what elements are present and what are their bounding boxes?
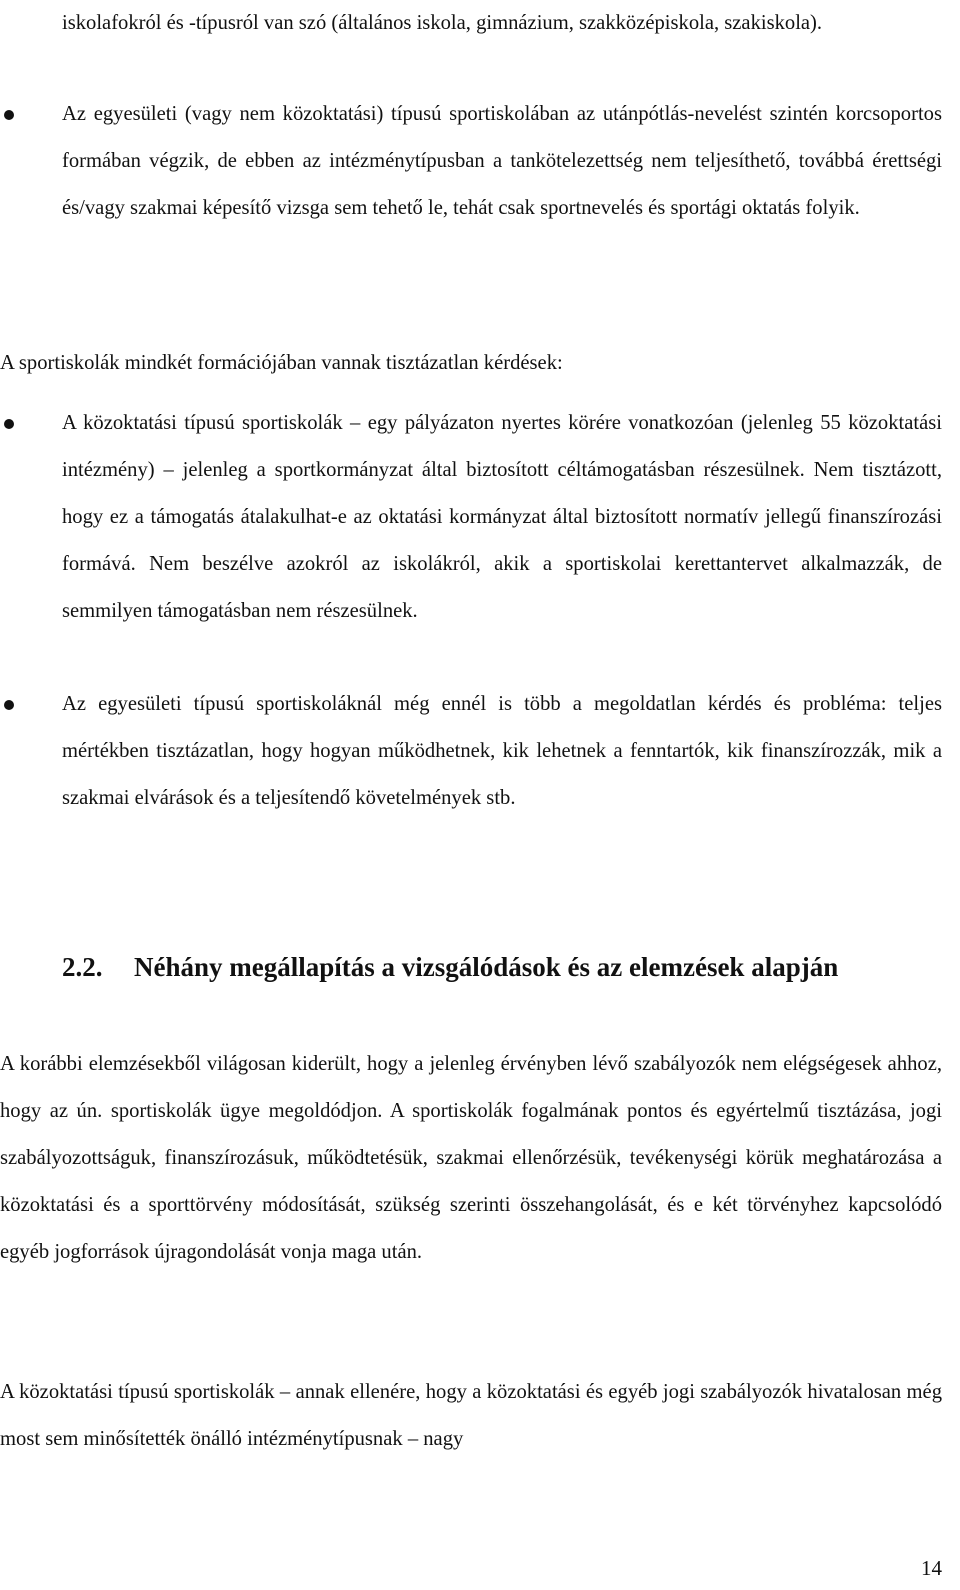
section-number: 2.2. — [62, 952, 103, 982]
body-paragraph: A közoktatási típusú sportiskolák – annak ellenére, hogy a közoktatási és egyéb jogi szabályozók hivatalosan még most sem minősítették önálló intézménytípusnak – nagy — [0, 1381, 942, 1450]
bullet-icon — [4, 700, 14, 710]
section-heading — [62, 945, 838, 989]
page-number: 14 — [921, 1556, 942, 1580]
bullet-icon — [4, 419, 14, 429]
bullet-icon — [4, 110, 14, 120]
intro-paragraph: A sportiskolák mindkét formációjában vannak tisztázatlan kérdések: — [0, 352, 563, 374]
section-title: Néhány megállapítás a vizsgálódások és az elemzések alapján — [134, 952, 839, 982]
list-item-text: A közoktatási típusú sportiskolák – egy pályázaton nyertes körére vonatkozóan (jelenleg 55 közoktatási intézmény) – jelenleg a sportkormányzat által biztosított céltámogatásban részesülnek. Nem tisztázott, hogy ez a támogatás átalakulhat-e az oktatási kormányzat által biztosított normatív jellegű finanszírozási formává. Nem beszélve azokról az iskolákról, akik a sportiskolai kerettantervet alkalmazzák, de semmilyen támogatásban nem részesülnek. — [62, 412, 942, 622]
body-paragraph: A korábbi elemzésekből világosan kiderült, hogy a jelenleg érvényben lévő szabályozók nem elégségesek ahhoz, hogy az ún. sportiskolák ügye megoldódjon. A sportiskolák fogalmának pontos és egyértelmű tisztázása, jogi szabályozottságuk, finanszírozásuk, működtetésük, szakmai ellenőrzésük, tevékenységi körük meghatározása a közoktatási és a sporttörvény módosítását, szükség szerinti összehangolását, és e két törvényhez kapcsolódó egyéb jogforrások újragondolását vonja maga után. — [0, 1053, 942, 1263]
list-item-text: Az egyesületi (vagy nem közoktatási) típusú sportiskolában az utánpótlás-nevelést szintén korcsoportos formában végzik, de ebben az intézménytípusban a tankötelezettség nem teljesíthető, továbbá érettségi és/vagy szakmai képesítő vizsga sem tehető le, tehát csak sportnevelés és sportági oktatás folyik. — [62, 103, 942, 219]
list-item-text: Az egyesületi típusú sportiskoláknál még ennél is több a megoldatlan kérdés és probléma: teljes mértékben tisztázatlan, hogy hogyan működhetnek, kik lehetnek a fenntartók, kik finanszírozzák, mik a szakmai elvárások és a teljesítendő követelmények stb. — [62, 693, 942, 809]
top-paragraph: iskolafokról és -típusról van szó (általános iskola, gimnázium, szakközépiskola, szakiskola). — [62, 12, 823, 34]
